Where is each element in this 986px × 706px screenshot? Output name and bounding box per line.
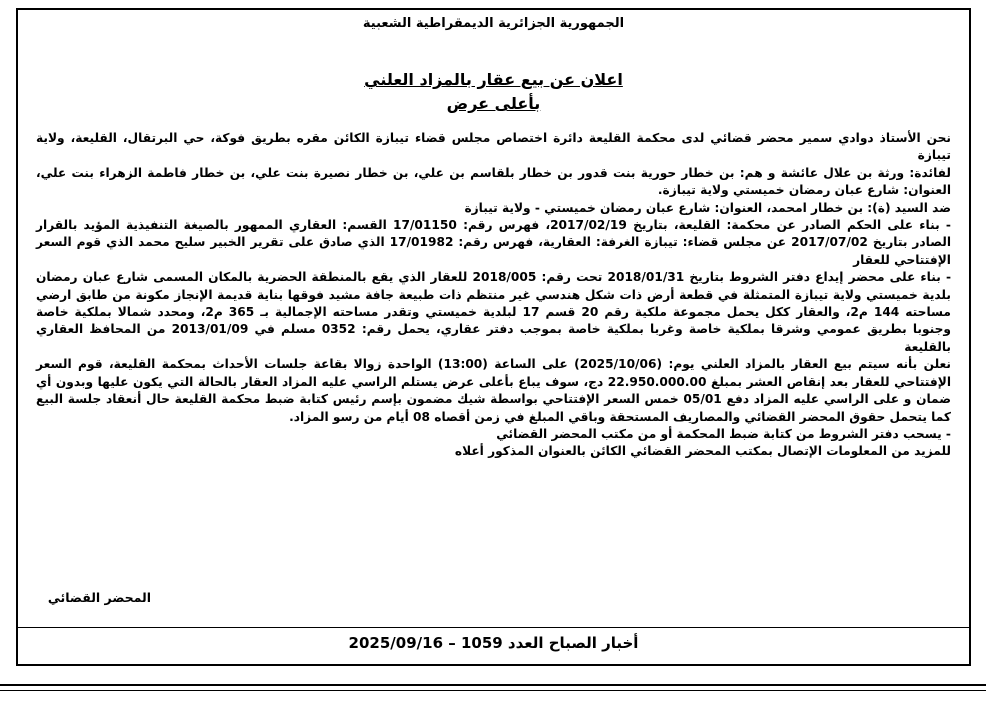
auction-paragraph: نعلن بأنه سيتم بيع العقار بالمزاد العلني يوم: (2025/10/06) على الساعة (13:00) الواحدة زوالا بقاعة جلسات الأحداث بمحكمة القليعة، قوم السعر الإفتتاحي للعقار بعد إنقاص العشر بمبلغ 22.950.000.00 دج، سوف يباع بأعلى عرض يستلم الراسي عليه المزاد العقار بالحالة التي يكون عليها وبدون أي ضمان و على الراسي عليه المزاد دفع 05/01 خمس السعر الإفتتاحي بواسطة شيك مضمون بإسم رئيس كتابة ضبط محكمة القليعة حال أنعقاد جلسة البيع كما يتحمل حقوق المحضر القضائي والمصاريف المستحقة وباقي المبلغ في زمن أقصاه 08 أيام من رسو المزاد. [36, 357, 951, 424]
notice-frame [16, 8, 971, 666]
defendant-paragraph: ضد السيد (ة): بن خطار امحمد، العنوان: شارع عبان رمضان خميستي - ولاية تيبازة [464, 200, 951, 215]
signature: المحضر القضائي [47, 590, 151, 605]
title-line-2: بأعلى عرض [446, 94, 541, 113]
property-paragraph: - بناء على محضر إيداع دفتر الشروط بتاريخ 2018/01/31 تحت رقم: 2018/005 للعقار الذي يقع بالمنطقة الحضرية بالمكان المسمى شارع عبان رمضان بلدية خميستي ولاية تيبازة المتمثلة في قطعة أرض ذات شكل هندسي غير منتظم ذات طبيعة جافة مشيد فوقها بناية قديمة الإنجاز مكونة من طابق ارضي مساحته 144 م2، والعقار ككل يحمل مجموعة ملكية رقم 20 قسم 17 لبلدية خميستي وتقدر مساحته الإجمالية بـ 365 م2، ومحدد شمالا بملكية خاصة وجنوبا بطريق عمومي وشرقا بملكية خاصة وغربا بملكية خاصة بموجب دفتر عقاري، يحمل رقم: 0352 مسلم في 2013/01/09 من المحافظ العقاري بالقليعة [36, 270, 951, 354]
title-line-1: اعلان عن بيع عقار بالمزاد العلني [364, 70, 623, 89]
bailiff-paragraph: نحن الأستاذ دوادي سمير محضر قضائي لدى محكمة القليعة دائرة اختصاص مجلس قضاء تيبازة الكائن مقره بطريق فوكة، حي البرتقال، القليعة، ولاية تيبازة [36, 131, 951, 163]
page-bottom-rule [0, 684, 986, 686]
notice-body [36, 130, 951, 461]
conditions-paragraph: - يسحب دفتر الشروط من كتابة ضبط المحكمة أو من مكتب المحضر القضائي [496, 426, 951, 441]
judgment-paragraph: - بناء على الحكم الصادر عن محكمة: القليعة، بتاريخ 2017/02/19، فهرس رقم: 17/01150 القسم: العقاري الممهور بالصيغة التنفيذية المؤيد بالقرار الصادر بتاريخ 2017/07/02 عن مجلس قضاء: تيبازة الغرفة: العقارية، فهرس رقم: 17/01982 الذي صادق على تقرير الخبير سليح محمد الذي قوم السعر الإفتتاحي للعقار [36, 218, 951, 267]
beneficiaries-paragraph: لفائدة: ورثة بن علال عائشة و هم: بن خطار حورية بنت قدور بن خطار بلقاسم بن علي، بن خطار نصيرة بنت علي، بن خطار فاطمة الزهراء بنت علي، العنوان: شارع عبان رمضان خميستي ولاية تيبازة. [36, 165, 951, 198]
newspaper-footer: أخبار الصباح العدد 1059 – 2025/09/16 [348, 634, 639, 652]
notice-title [18, 68, 969, 116]
contact-paragraph: للمزيد من المعلومات الإتصال بمكتب المحضر القضائي الكائن بالعنوان المذكور أعلاه [454, 444, 951, 459]
page-bottom-rule-2 [0, 690, 986, 691]
footer-divider [18, 627, 969, 628]
republic-header: الجمهورية الجزائرية الديمقراطية الشعبية [362, 16, 625, 31]
